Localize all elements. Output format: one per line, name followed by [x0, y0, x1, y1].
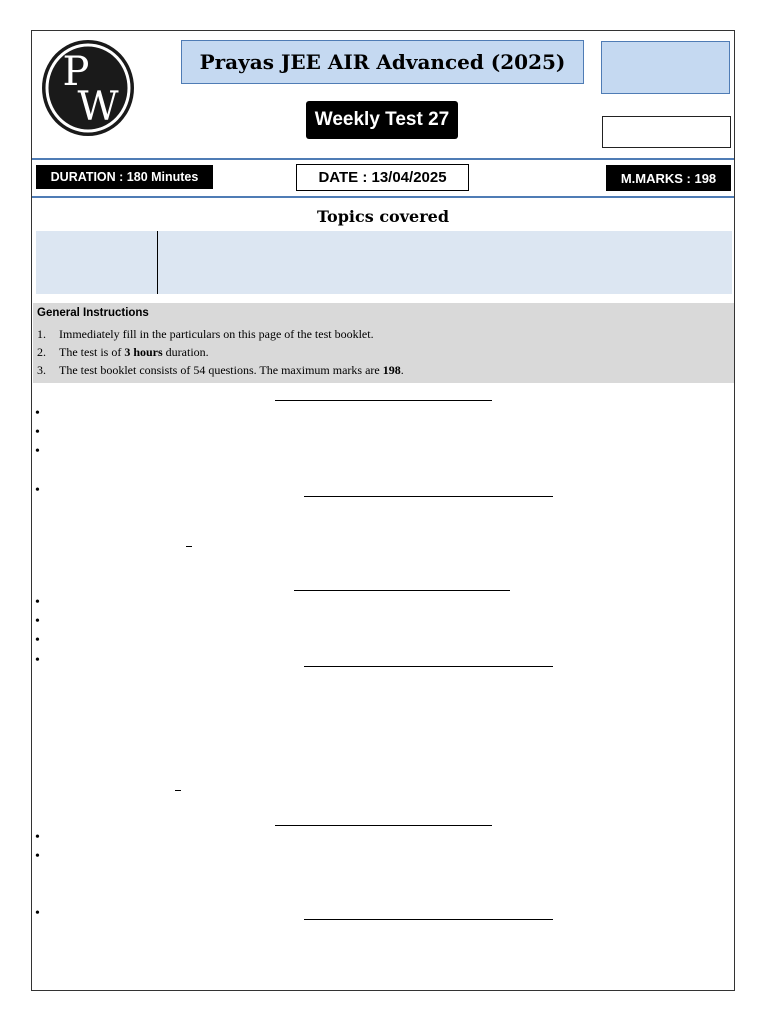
- instructions-heading: General Instructions: [37, 307, 149, 319]
- general-instructions: [33, 303, 734, 383]
- topics-table: [36, 231, 732, 294]
- bullet: •: [35, 406, 40, 421]
- topics-heading: Topics covered: [316, 207, 449, 226]
- exam-title: Prayas JEE AIR Advanced (2025): [181, 40, 584, 84]
- underline: [304, 496, 553, 497]
- bullet: •: [35, 633, 40, 648]
- topics-list-cell: [158, 231, 732, 294]
- section-heading-underline: [275, 825, 492, 826]
- underline: [304, 919, 553, 920]
- svg-text:P: P: [62, 49, 90, 95]
- top-divider: [32, 158, 734, 160]
- instruction-item: 2. The test is of 3 hours duration.: [37, 345, 209, 359]
- bullet: •: [35, 595, 40, 610]
- bullet: •: [35, 830, 40, 845]
- roll-number-box: [601, 41, 730, 94]
- bullet: •: [35, 906, 40, 921]
- section-heading-underline: [275, 400, 492, 401]
- svg-text:W: W: [77, 84, 119, 130]
- dash-mark: [175, 790, 181, 791]
- dash-mark: [186, 546, 192, 547]
- bullet: •: [35, 483, 40, 498]
- bullet: •: [35, 444, 40, 459]
- bullet: •: [35, 849, 40, 864]
- duration-badge: DURATION : 180 Minutes: [36, 165, 213, 189]
- pw-logo: [42, 40, 134, 136]
- date-box: DATE : 13/04/2025: [296, 164, 469, 191]
- bottom-divider: [32, 196, 734, 198]
- bullet: •: [35, 425, 40, 440]
- underline: [304, 666, 553, 667]
- max-marks-badge: M.MARKS : 198: [606, 165, 731, 191]
- topics-subject-cell: [36, 231, 158, 294]
- section-heading-underline: [294, 590, 510, 591]
- blank-field-box: [602, 116, 731, 148]
- bullet: •: [35, 653, 40, 668]
- instruction-item: 3. The test booklet consists of 54 questions. The maximum marks are 198.: [37, 363, 404, 377]
- instruction-item: 1. Immediately fill in the particulars on this page of the test booklet.: [37, 327, 374, 341]
- test-name-badge: Weekly Test 27: [306, 101, 458, 139]
- bullet: •: [35, 614, 40, 629]
